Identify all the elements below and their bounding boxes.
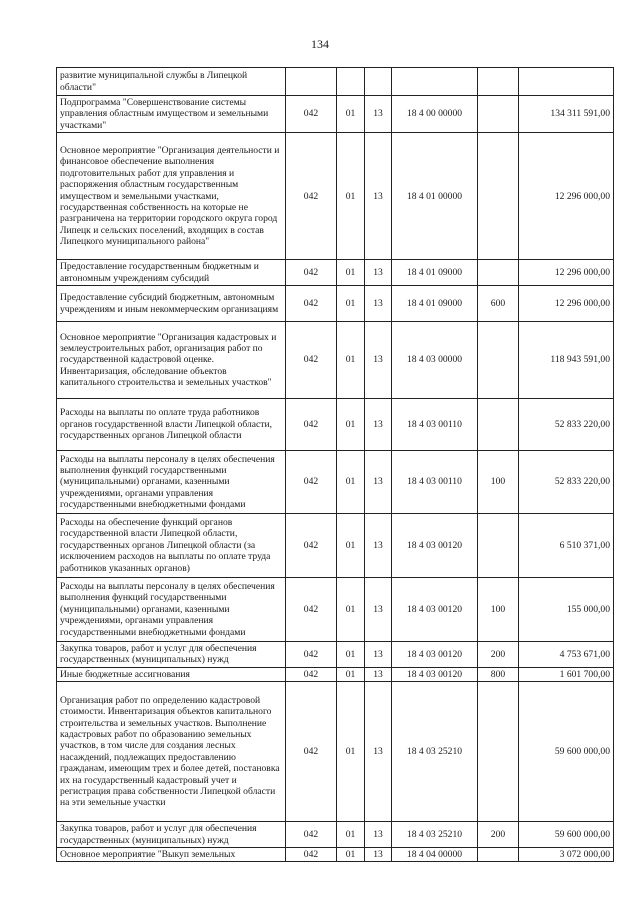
subsection-code-cell: 13 (365, 578, 392, 642)
ministry-code-cell: 042 (286, 667, 337, 681)
ministry-code-cell: 042 (286, 133, 337, 260)
ministry-code-cell (286, 68, 337, 96)
table-row (57, 682, 614, 822)
expense-type-cell (478, 133, 519, 260)
table-row (57, 399, 614, 451)
row-name-cell: Расходы на выплаты по оплате труда работников органов государственной власти Липецкой области, государственных органов Липецкой области (57, 399, 286, 451)
amount-cell: 134 311 591,00 (519, 96, 614, 133)
subsection-code-cell: 13 (365, 96, 392, 133)
target-article-cell: 18 4 03 00120 (392, 667, 478, 681)
table-row (57, 451, 614, 514)
row-name-cell: Закупка товаров, работ и услуг для обеспечения государственных (муниципальных) нужд (57, 642, 286, 668)
amount-cell: 12 296 000,00 (519, 286, 614, 322)
target-article-cell: 18 4 03 00110 (392, 451, 478, 514)
row-name-cell: Расходы на обеспечение функций органов государственной власти Липецкой области, государственных органов Липецкой области (за исключением расходов на выплаты по оплате труда работников указанных органов) (57, 514, 286, 578)
expense-type-cell (478, 399, 519, 451)
table-row (57, 133, 614, 260)
target-article-cell: 18 4 03 25210 (392, 822, 478, 848)
table-row (57, 68, 614, 96)
ministry-code-cell: 042 (286, 96, 337, 133)
expense-type-cell (478, 322, 519, 399)
subsection-code-cell: 13 (365, 682, 392, 822)
expense-type-cell (478, 848, 519, 862)
page-number: 134 (311, 37, 329, 51)
section-code-cell: 01 (337, 322, 365, 399)
amount-cell: 3 072 000,00 (519, 848, 614, 862)
subsection-code-cell: 13 (365, 399, 392, 451)
subsection-code-cell: 13 (365, 848, 392, 862)
table-row (57, 96, 614, 133)
table-row (57, 822, 614, 848)
target-article-cell: 18 4 03 25210 (392, 682, 478, 822)
subsection-code-cell: 13 (365, 133, 392, 260)
target-article-cell: 18 4 01 09000 (392, 286, 478, 322)
amount-cell: 52 833 220,00 (519, 451, 614, 514)
budget-table-body (57, 68, 614, 862)
row-name-cell: Закупка товаров, работ и услуг для обеспечения государственных (муниципальных) нужд (57, 822, 286, 848)
target-article-cell: 18 4 03 00120 (392, 642, 478, 668)
expense-type-cell: 200 (478, 642, 519, 668)
subsection-code-cell: 13 (365, 260, 392, 286)
section-code-cell: 01 (337, 399, 365, 451)
expense-type-cell: 600 (478, 286, 519, 322)
target-article-cell: 18 4 03 00110 (392, 399, 478, 451)
table-row (57, 286, 614, 322)
amount-cell: 12 296 000,00 (519, 260, 614, 286)
amount-cell (519, 68, 614, 96)
table-row (57, 848, 614, 862)
amount-cell: 1 601 700,00 (519, 667, 614, 681)
section-code-cell: 01 (337, 822, 365, 848)
row-name-cell: Предоставление субсидий бюджетным, автономным учреждениям и иным некоммерческим организациям (57, 286, 286, 322)
amount-cell: 59 600 000,00 (519, 682, 614, 822)
table-row (57, 322, 614, 399)
table-row (57, 514, 614, 578)
ministry-code-cell: 042 (286, 399, 337, 451)
section-code-cell: 01 (337, 133, 365, 260)
ministry-code-cell: 042 (286, 260, 337, 286)
row-name-cell: Предоставление государственным бюджетным и автономным учреждениям субсидий (57, 260, 286, 286)
ministry-code-cell: 042 (286, 822, 337, 848)
table-row (57, 260, 614, 286)
section-code-cell: 01 (337, 682, 365, 822)
row-name-cell: Расходы на выплаты персоналу в целях обеспечения выполнения функций государственными (муниципальными) органами, казенными учреждениями, органами управления государственными внебюджетными фондами (57, 578, 286, 642)
ministry-code-cell: 042 (286, 682, 337, 822)
row-name-cell: Расходы на выплаты персоналу в целях обеспечения выполнения функций государственными (муниципальными) органами, казенными учреждениями, органами управления государственными внебюджетными фондами (57, 451, 286, 514)
amount-cell: 155 000,00 (519, 578, 614, 642)
subsection-code-cell: 13 (365, 667, 392, 681)
section-code-cell: 01 (337, 514, 365, 578)
table-row (57, 642, 614, 668)
expense-type-cell: 200 (478, 822, 519, 848)
target-article-cell: 18 4 00 00000 (392, 96, 478, 133)
expense-type-cell: 800 (478, 667, 519, 681)
section-code-cell: 01 (337, 451, 365, 514)
amount-cell: 6 510 371,00 (519, 514, 614, 578)
row-name-cell: Иные бюджетные ассигнования (57, 667, 286, 681)
subsection-code-cell: 13 (365, 514, 392, 578)
section-code-cell: 01 (337, 848, 365, 862)
table-row (57, 667, 614, 681)
expense-type-cell (478, 96, 519, 133)
subsection-code-cell: 13 (365, 822, 392, 848)
subsection-code-cell: 13 (365, 322, 392, 399)
ministry-code-cell: 042 (286, 642, 337, 668)
section-code-cell: 01 (337, 578, 365, 642)
amount-cell: 52 833 220,00 (519, 399, 614, 451)
target-article-cell: 18 4 01 09000 (392, 260, 478, 286)
section-code-cell: 01 (337, 286, 365, 322)
ministry-code-cell: 042 (286, 848, 337, 862)
row-name-cell: развитие муниципальной службы в Липецкой области" (57, 68, 286, 96)
target-article-cell: 18 4 03 00000 (392, 322, 478, 399)
section-code-cell (337, 68, 365, 96)
section-code-cell: 01 (337, 667, 365, 681)
subsection-code-cell: 13 (365, 286, 392, 322)
table-row (57, 578, 614, 642)
subsection-code-cell: 13 (365, 451, 392, 514)
row-name-cell: Основное мероприятие "Выкуп земельных (57, 848, 286, 862)
expense-type-cell (478, 682, 519, 822)
target-article-cell (392, 68, 478, 96)
subsection-code-cell (365, 68, 392, 96)
amount-cell: 4 753 671,00 (519, 642, 614, 668)
ministry-code-cell: 042 (286, 514, 337, 578)
row-name-cell: Подпрограмма "Совершенствование системы управления областным имуществом и земельными участками" (57, 96, 286, 133)
ministry-code-cell: 042 (286, 451, 337, 514)
row-name-cell: Организация работ по определению кадастровой стоимости. Инвентаризация объектов капитального строительства и земельных участков. Выполнение кадастровых работ по образованию земельных участков, в том числе для создания лесных насаждений, подлежащих предоставлению гражданам, имеющим трех и более детей, постановка их на государственный кадастровый учет и регистрация права собственности Липецкой области на эти земельные участки (57, 682, 286, 822)
target-article-cell: 18 4 01 00000 (392, 133, 478, 260)
section-code-cell: 01 (337, 260, 365, 286)
budget-table (56, 67, 614, 862)
amount-cell: 118 943 591,00 (519, 322, 614, 399)
expense-type-cell (478, 514, 519, 578)
target-article-cell: 18 4 04 00000 (392, 848, 478, 862)
row-name-cell: Основное мероприятие "Организация деятельности и финансовое обеспечение выполнения подготовительных работ для управления и распоряжения областным государственным имуществом и земельными участками, государственная собственность на которые не разграничена на территории городского округа город Липецк и сельских поселений, входящих в состав Липецкого муниципального района" (57, 133, 286, 260)
section-code-cell: 01 (337, 96, 365, 133)
ministry-code-cell: 042 (286, 322, 337, 399)
ministry-code-cell: 042 (286, 286, 337, 322)
expense-type-cell (478, 260, 519, 286)
ministry-code-cell: 042 (286, 578, 337, 642)
row-name-cell: Основное мероприятие "Организация кадастровых и землеустроительных работ, организация работ по государственной кадастровой оценке. Инвентаризация, обследование объектов капитального строительства и земельных участков" (57, 322, 286, 399)
amount-cell: 59 600 000,00 (519, 822, 614, 848)
subsection-code-cell: 13 (365, 642, 392, 668)
expense-type-cell (478, 68, 519, 96)
target-article-cell: 18 4 03 00120 (392, 578, 478, 642)
expense-type-cell: 100 (478, 578, 519, 642)
expense-type-cell: 100 (478, 451, 519, 514)
target-article-cell: 18 4 03 00120 (392, 514, 478, 578)
section-code-cell: 01 (337, 642, 365, 668)
amount-cell: 12 296 000,00 (519, 133, 614, 260)
